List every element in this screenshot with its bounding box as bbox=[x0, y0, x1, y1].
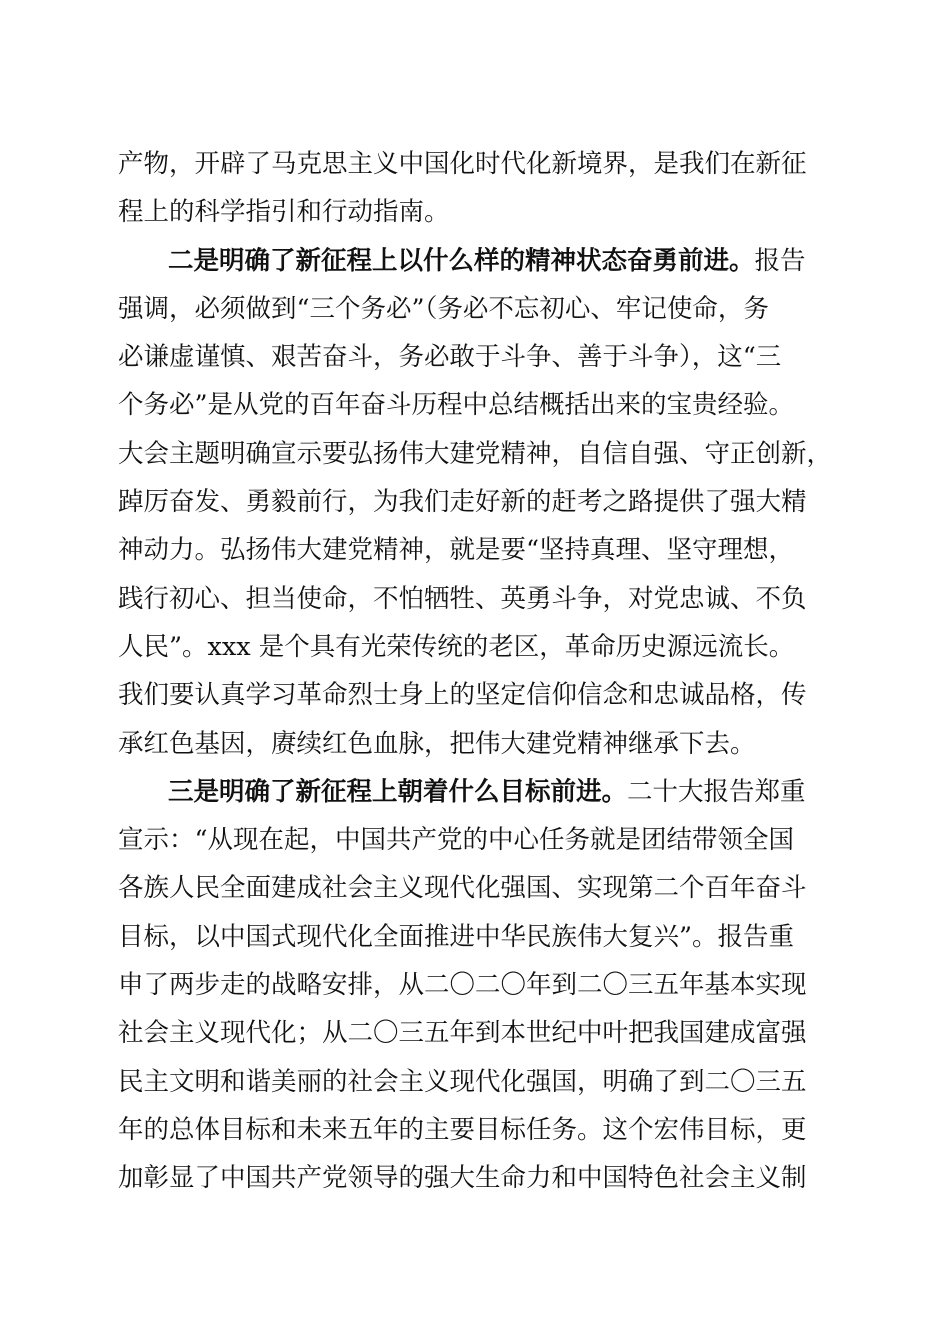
paragraph-first-line bbox=[118, 768, 830, 816]
paragraph-text: 报告 bbox=[754, 245, 806, 276]
body-text bbox=[118, 140, 833, 1203]
text-line: 产物，开辟了马克思主义中国化时代化新境界，是我们在新征 bbox=[118, 149, 807, 179]
text-line: 承红色基因，赓续红色血脉，把伟大建党精神继承下去。 bbox=[118, 728, 756, 759]
text-line: 宣示：“从现在起，中国共产党的中心任务就是团结带领全国 bbox=[118, 825, 795, 856]
text-line: 个务必”是从党的百年奋斗历程中总结概括出来的宝贵经验。 bbox=[118, 390, 795, 421]
text-line: 大会主题明确宣示要弘扬伟大建党精神，自信自强、守正创新， bbox=[118, 438, 833, 469]
text-line: 各族人民全面建成社会主义现代化强国、实现第二个百年奋斗 bbox=[118, 873, 807, 904]
text-line: 申了两步走的战略安排，从二〇二〇年到二〇三五年基本实现 bbox=[118, 970, 807, 1001]
text-line: 我们要认真学习革命烈士身上的坚定信仰信念和忠诚品格，传 bbox=[118, 680, 807, 711]
paragraph-text: 二十大报告郑重 bbox=[627, 776, 806, 807]
paragraph-3 bbox=[118, 768, 830, 1203]
paragraph-lead-sentence: 三是明确了新征程上朝着什么目标前进。 bbox=[168, 776, 628, 807]
text-line: 目标，以中国式现代化全面推进中华民族伟大复兴”。报告重 bbox=[118, 921, 795, 952]
text-line: 社会主义现代化；从二〇三五年到本世纪中叶把我国建成富强 bbox=[118, 1018, 807, 1049]
text-line: 人民”。xxx 是个具有光荣传统的老区，革命历史源远流长。 bbox=[118, 631, 795, 662]
paragraph-1 bbox=[118, 140, 830, 237]
paragraph-first-line bbox=[118, 237, 830, 285]
paragraph-lead-sentence: 二是明确了新征程上以什么样的精神状态奋勇前进。 bbox=[168, 245, 755, 276]
text-line: 强调，必须做到“三个务必”（务必不忘初心、牢记使命，务 bbox=[118, 293, 769, 324]
text-line: 加彰显了中国共产党领导的强大生命力和中国特色社会主义制 bbox=[118, 1163, 807, 1194]
text-line: 神动力。弘扬伟大建党精神，就是要“坚持真理、坚守理想， bbox=[118, 535, 795, 566]
text-line: 年的总体目标和未来五年的主要目标任务。这个宏伟目标，更 bbox=[118, 1114, 807, 1145]
paragraph-2 bbox=[118, 237, 833, 768]
text-line: 程上的科学指引和行动指南。 bbox=[118, 197, 450, 228]
text-line: 必谦虚谨慎、艰苦奋斗，务必敢于斗争、善于斗争），这“三 bbox=[118, 342, 782, 373]
text-line: 民主文明和谐美丽的社会主义现代化强国，明确了到二〇三五 bbox=[118, 1066, 807, 1097]
text-line: 践行初心、担当使命，不怕牺牲、英勇斗争，对党忠诚、不负 bbox=[118, 583, 807, 614]
text-line: 踔厉奋发、勇毅前行，为我们走好新的赶考之路提供了强大精 bbox=[118, 487, 807, 518]
